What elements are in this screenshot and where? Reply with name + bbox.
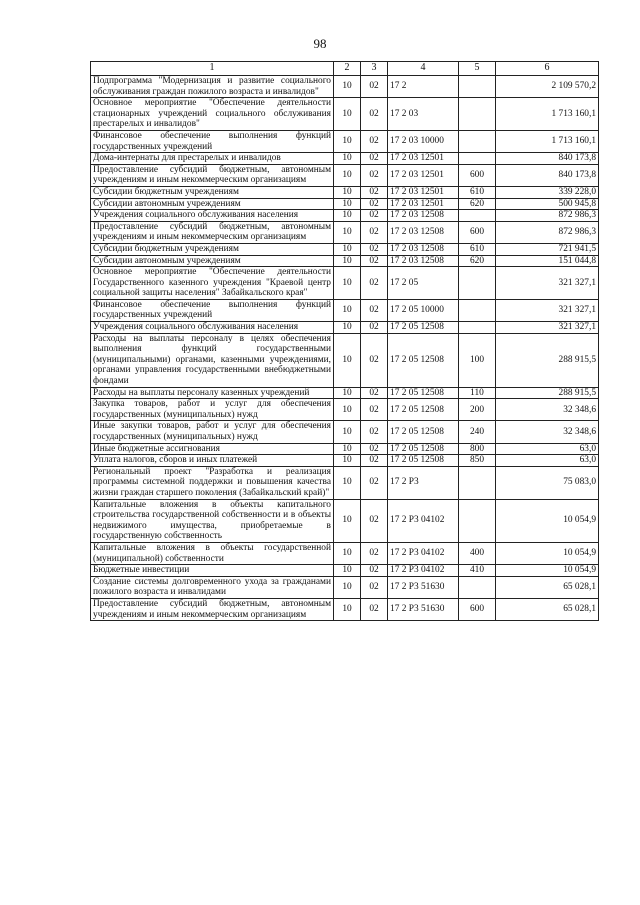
row-target-code: 17 2 Р3 04102 <box>388 499 459 542</box>
row-expense-type <box>459 576 496 598</box>
row-expense-type: 610 <box>459 243 496 255</box>
row-target-code: 17 2 05 12508 <box>388 387 459 399</box>
row-name: Учреждения социального обслуживания населения <box>91 322 334 334</box>
row-name: Расходы на выплаты персоналу в целях обеспечения выполнения функций государственными (муниципальными) органами, казенными учреждениями, органами управления государственными внебюджетными фондами <box>91 333 334 387</box>
header-col-1: 1 <box>91 62 334 76</box>
row-subsection: 02 <box>361 598 388 620</box>
row-name: Субсидии автономным учреждениям <box>91 198 334 210</box>
row-expense-type: 600 <box>459 598 496 620</box>
table-row <box>91 565 599 577</box>
row-subsection: 02 <box>361 299 388 321</box>
row-name: Финансовое обеспечение выполнения функций государственных учреждений <box>91 130 334 152</box>
row-name: Субсидии бюджетным учреждениям <box>91 243 334 255</box>
row-target-code: 17 2 03 12501 <box>388 198 459 210</box>
row-target-code: 17 2 03 12508 <box>388 221 459 243</box>
row-section: 10 <box>334 576 361 598</box>
row-amount: 65 028,1 <box>496 598 599 620</box>
row-name: Основное мероприятие "Обеспечение деятельности стационарных учреждений социального обслуживания престарелых и инвалидов" <box>91 98 334 131</box>
row-expense-type: 610 <box>459 186 496 198</box>
table-row <box>91 333 599 387</box>
row-name: Подпрограмма "Модернизация и развитие социального обслуживания граждан пожилого возраста и инвалидов" <box>91 76 334 98</box>
row-section: 10 <box>334 322 361 334</box>
row-subsection: 02 <box>361 198 388 210</box>
row-subsection: 02 <box>361 164 388 186</box>
table-row <box>91 243 599 255</box>
row-target-code: 17 2 05 12508 <box>388 421 459 443</box>
table-row <box>91 153 599 165</box>
row-expense-type: 600 <box>459 221 496 243</box>
row-section: 10 <box>334 210 361 222</box>
row-section: 10 <box>334 421 361 443</box>
row-section: 10 <box>334 98 361 131</box>
row-section: 10 <box>334 399 361 421</box>
row-amount: 721 941,5 <box>496 243 599 255</box>
row-section: 10 <box>334 76 361 98</box>
row-section: 10 <box>334 255 361 267</box>
row-name: Учреждения социального обслуживания населения <box>91 210 334 222</box>
row-expense-type <box>459 322 496 334</box>
row-amount: 10 054,9 <box>496 542 599 564</box>
header-col-6: 6 <box>496 62 599 76</box>
row-target-code: 17 2 05 12508 <box>388 322 459 334</box>
table-row <box>91 399 599 421</box>
row-expense-type: 200 <box>459 399 496 421</box>
table-row <box>91 299 599 321</box>
row-target-code: 17 2 Р3 04102 <box>388 565 459 577</box>
row-subsection: 02 <box>361 499 388 542</box>
table-row <box>91 598 599 620</box>
row-name: Создание системы долговременного ухода за гражданами пожилого возраста и инвалидами <box>91 576 334 598</box>
row-target-code: 17 2 03 12501 <box>388 153 459 165</box>
row-expense-type: 100 <box>459 333 496 387</box>
row-expense-type: 800 <box>459 443 496 455</box>
table-row <box>91 421 599 443</box>
row-amount: 321 327,1 <box>496 299 599 321</box>
row-amount: 321 327,1 <box>496 322 599 334</box>
row-expense-type: 400 <box>459 542 496 564</box>
row-section: 10 <box>334 221 361 243</box>
row-expense-type <box>459 466 496 499</box>
table-row <box>91 255 599 267</box>
table-row <box>91 76 599 98</box>
row-amount: 10 054,9 <box>496 499 599 542</box>
row-expense-type <box>459 210 496 222</box>
table-row <box>91 499 599 542</box>
table-row <box>91 198 599 210</box>
row-amount: 840 173,8 <box>496 153 599 165</box>
row-amount: 872 986,3 <box>496 221 599 243</box>
row-expense-type <box>459 299 496 321</box>
row-target-code: 17 2 03 <box>388 98 459 131</box>
table-row <box>91 267 599 300</box>
row-target-code: 17 2 05 12508 <box>388 443 459 455</box>
budget-table <box>90 61 599 621</box>
row-amount: 872 986,3 <box>496 210 599 222</box>
row-name: Основное мероприятие "Обеспечение деятельности Государственного казенного учреждения "Краевой центр социальной защиты населения" Забайкальского края" <box>91 267 334 300</box>
table-row <box>91 455 599 467</box>
row-section: 10 <box>334 542 361 564</box>
row-expense-type: 600 <box>459 164 496 186</box>
row-expense-type <box>459 267 496 300</box>
row-section: 10 <box>334 598 361 620</box>
row-section: 10 <box>334 333 361 387</box>
row-section: 10 <box>334 153 361 165</box>
table-row <box>91 542 599 564</box>
row-expense-type <box>459 130 496 152</box>
row-target-code: 17 2 03 12508 <box>388 255 459 267</box>
row-subsection: 02 <box>361 455 388 467</box>
row-section: 10 <box>334 164 361 186</box>
row-name: Финансовое обеспечение выполнения функций государственных учреждений <box>91 299 334 321</box>
row-subsection: 02 <box>361 565 388 577</box>
row-name: Капитальные вложения в объекты государственной (муниципальной) собственности <box>91 542 334 564</box>
row-amount: 288 915,5 <box>496 387 599 399</box>
row-subsection: 02 <box>361 153 388 165</box>
row-amount: 339 228,0 <box>496 186 599 198</box>
row-expense-type <box>459 499 496 542</box>
row-name: Иные закупки товаров, работ и услуг для обеспечения государственных (муниципальных) нужд <box>91 421 334 443</box>
table-header <box>91 62 599 76</box>
row-subsection: 02 <box>361 221 388 243</box>
row-target-code: 17 2 Р3 51630 <box>388 598 459 620</box>
row-subsection: 02 <box>361 130 388 152</box>
row-subsection: 02 <box>361 421 388 443</box>
row-section: 10 <box>334 443 361 455</box>
row-amount: 32 348,6 <box>496 399 599 421</box>
row-section: 10 <box>334 243 361 255</box>
row-name: Уплата налогов, сборов и иных платежей <box>91 455 334 467</box>
row-target-code: 17 2 05 12508 <box>388 455 459 467</box>
row-subsection: 02 <box>361 576 388 598</box>
row-amount: 63,0 <box>496 443 599 455</box>
row-name: Предоставление субсидий бюджетным, автономным учреждениям и иным некоммерческим организациям <box>91 164 334 186</box>
row-name: Субсидии автономным учреждениям <box>91 255 334 267</box>
row-section: 10 <box>334 198 361 210</box>
row-section: 10 <box>334 466 361 499</box>
table-row <box>91 387 599 399</box>
row-section: 10 <box>334 186 361 198</box>
row-subsection: 02 <box>361 466 388 499</box>
table-row <box>91 576 599 598</box>
row-amount: 1 713 160,1 <box>496 98 599 131</box>
row-subsection: 02 <box>361 322 388 334</box>
header-col-5: 5 <box>459 62 496 76</box>
header-row <box>91 62 599 76</box>
row-section: 10 <box>334 130 361 152</box>
row-subsection: 02 <box>361 333 388 387</box>
row-expense-type: 850 <box>459 455 496 467</box>
row-expense-type <box>459 76 496 98</box>
row-expense-type: 620 <box>459 255 496 267</box>
row-expense-type: 240 <box>459 421 496 443</box>
row-target-code: 17 2 Р3 <box>388 466 459 499</box>
row-expense-type: 110 <box>459 387 496 399</box>
row-amount: 10 054,9 <box>496 565 599 577</box>
row-name: Дома-интернаты для престарелых и инвалидов <box>91 153 334 165</box>
table-row <box>91 210 599 222</box>
row-expense-type <box>459 98 496 131</box>
table-row <box>91 443 599 455</box>
table-row <box>91 221 599 243</box>
row-amount: 63,0 <box>496 455 599 467</box>
row-name: Капитальные вложения в объекты капитального строительства государственной собственности и в объекты недвижимого имущества, приобретаемые в государственную собственность <box>91 499 334 542</box>
row-expense-type <box>459 153 496 165</box>
row-expense-type: 410 <box>459 565 496 577</box>
table-row <box>91 130 599 152</box>
row-name: Предоставление субсидий бюджетным, автономным учреждениям и иным некоммерческим организациям <box>91 221 334 243</box>
row-name: Предоставление субсидий бюджетным, автономным учреждениям и иным некоммерческим организациям <box>91 598 334 620</box>
row-subsection: 02 <box>361 186 388 198</box>
row-section: 10 <box>334 499 361 542</box>
row-subsection: 02 <box>361 443 388 455</box>
row-target-code: 17 2 03 12508 <box>388 210 459 222</box>
row-subsection: 02 <box>361 243 388 255</box>
row-name: Закупка товаров, работ и услуг для обеспечения государственных (муниципальных) нужд <box>91 399 334 421</box>
row-target-code: 17 2 Р3 51630 <box>388 576 459 598</box>
row-target-code: 17 2 05 10000 <box>388 299 459 321</box>
row-amount: 1 713 160,1 <box>496 130 599 152</box>
row-subsection: 02 <box>361 210 388 222</box>
row-target-code: 17 2 Р3 04102 <box>388 542 459 564</box>
table-row <box>91 164 599 186</box>
row-amount: 500 945,8 <box>496 198 599 210</box>
row-name: Иные бюджетные ассигнования <box>91 443 334 455</box>
row-subsection: 02 <box>361 98 388 131</box>
row-amount: 321 327,1 <box>496 267 599 300</box>
row-target-code: 17 2 03 12501 <box>388 164 459 186</box>
row-subsection: 02 <box>361 76 388 98</box>
row-name: Субсидии бюджетным учреждениям <box>91 186 334 198</box>
row-subsection: 02 <box>361 542 388 564</box>
row-subsection: 02 <box>361 267 388 300</box>
row-amount: 840 173,8 <box>496 164 599 186</box>
row-amount: 2 109 570,2 <box>496 76 599 98</box>
row-expense-type: 620 <box>459 198 496 210</box>
row-amount: 32 348,6 <box>496 421 599 443</box>
row-amount: 75 083,0 <box>496 466 599 499</box>
page-number: 98 <box>313 36 327 51</box>
row-target-code: 17 2 05 12508 <box>388 333 459 387</box>
row-section: 10 <box>334 387 361 399</box>
row-subsection: 02 <box>361 387 388 399</box>
row-name: Расходы на выплаты персоналу казенных учреждений <box>91 387 334 399</box>
row-subsection: 02 <box>361 399 388 421</box>
row-amount: 65 028,1 <box>496 576 599 598</box>
row-subsection: 02 <box>361 255 388 267</box>
table-body <box>91 76 599 621</box>
table-row <box>91 98 599 131</box>
header-col-4: 4 <box>388 62 459 76</box>
row-target-code: 17 2 03 12501 <box>388 186 459 198</box>
header-col-3: 3 <box>361 62 388 76</box>
row-section: 10 <box>334 299 361 321</box>
header-col-2: 2 <box>334 62 361 76</box>
row-name: Региональный проект "Разработка и реализация программы системной поддержки и повышения качества жизни граждан старшего поколения (Забайкальский край)" <box>91 466 334 499</box>
row-amount: 151 044,8 <box>496 255 599 267</box>
row-section: 10 <box>334 565 361 577</box>
row-section: 10 <box>334 267 361 300</box>
table-row <box>91 322 599 334</box>
row-target-code: 17 2 05 <box>388 267 459 300</box>
row-target-code: 17 2 <box>388 76 459 98</box>
row-amount: 288 915,5 <box>496 333 599 387</box>
row-section: 10 <box>334 455 361 467</box>
row-target-code: 17 2 03 10000 <box>388 130 459 152</box>
table-row <box>91 186 599 198</box>
row-target-code: 17 2 05 12508 <box>388 399 459 421</box>
table-row <box>91 466 599 499</box>
row-target-code: 17 2 03 12508 <box>388 243 459 255</box>
row-name: Бюджетные инвестиции <box>91 565 334 577</box>
